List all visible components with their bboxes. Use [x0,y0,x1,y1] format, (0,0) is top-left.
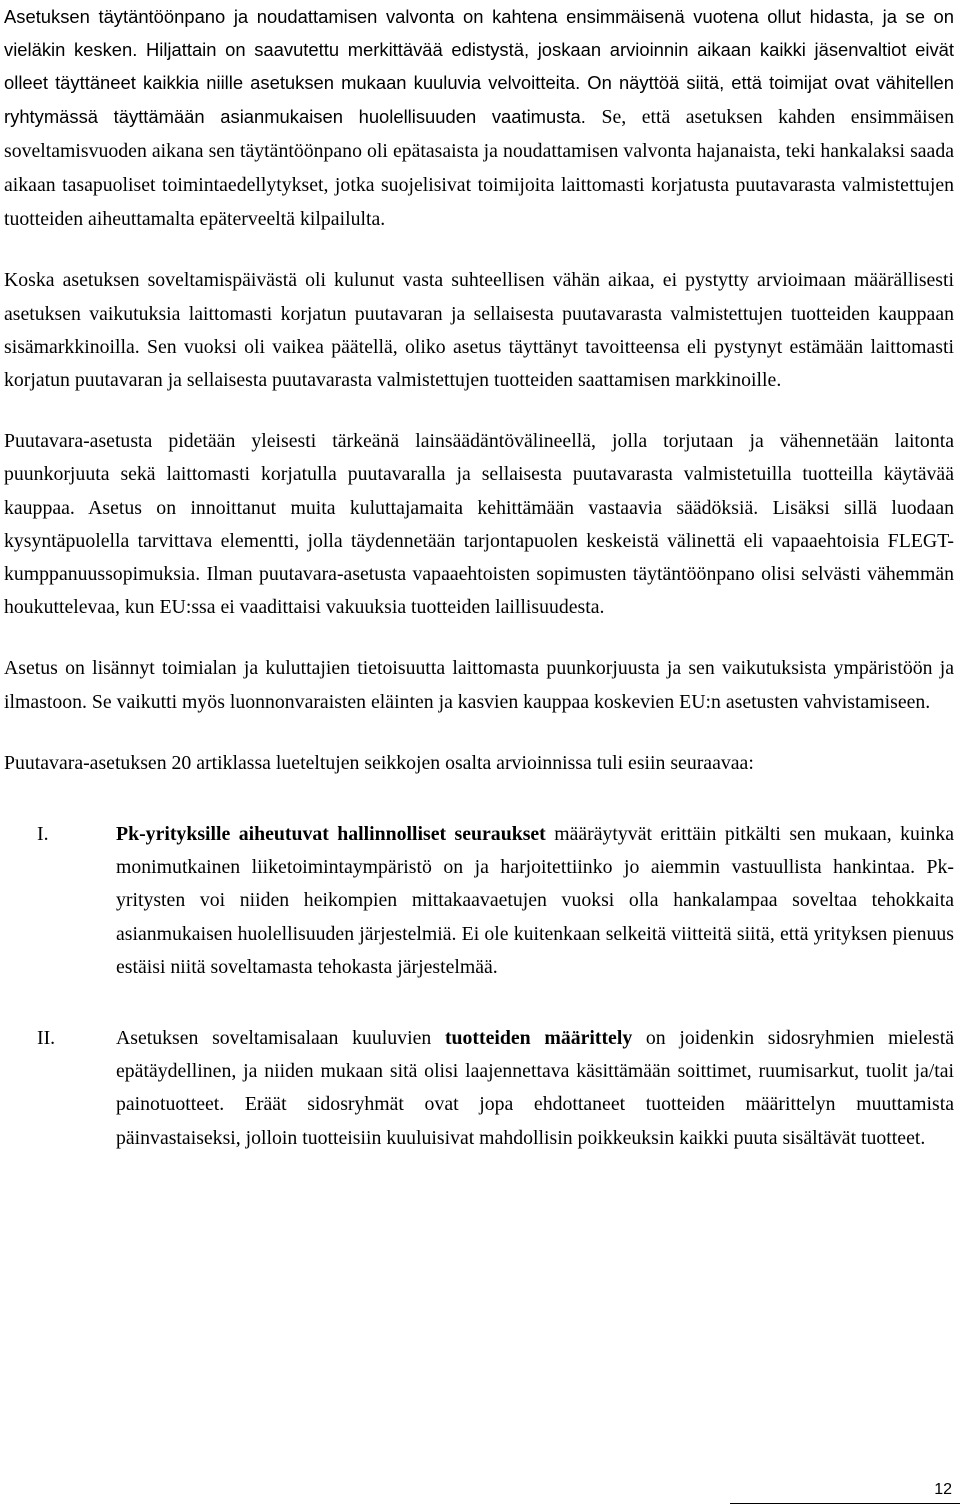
paragraph-awareness: Asetus on lisännyt toimialan ja kuluttajien tietoisuutta laittomasta puunkorjuusta ja sen vaikutuksista ympäristöön ja ilmastoon. Se vaikutti myös luonnonvaraisten eläinten ja kasvien kauppaa koskevien EU:n asetusten vahvistamiseen. [4,657,954,713]
list-item-heading: tuotteiden määrittely [444,1027,633,1050]
document-page [4,0,954,1155]
list-item-text: on joidenkin sidosryhmien mielestä epätäydellinen, ja niiden mukaan sitä olisi laajennettava käsittämään soittimet, ruumisarkut, tuolit ja/tai painotuotteet. Eräät sidosryhmät ovat jopa ehdottaneet tuotteiden määrittelyn muuttamista päinvastaiseksi, jolloin tuotteisiin kuuluisivat mahdollisin poikkeuksin kaikki puuta sisältävät tuotteet. [116,1027,954,1149]
list-body [116,1022,954,1155]
paragraph-importance: Puutavara-asetusta pidetään yleisesti tärkeänä lainsäädäntövälineellä, jolla torjutaan ja vähennetään laitonta puunkorjuuta sekä laittomasti korjatulla puutavaralla ja sellaisesta puutavarasta valmistetuilla tuotteilla käytävää kauppaa. Asetus on innoittanut muita kuluttajamaita kehittämään vastaavia säädöksiä. Lisäksi sillä luodaan kysyntäpuolella tarvittava elementti, jolla täydennetään tarjontapuolen keskeistä välinettä eli vapaaehtoisia FLEGT-kumppanuussopimuksia. Ilman puutavara-asetusta vapaaehtoisten sopimusten täytäntöönpano olisi selvästi vähemmän houkuttelevaa, kun EU:ssa ei vaadittaisi vakuuksia tuotteiden laillisuudesta. [4,430,954,619]
list-item-heading: Pk-yrityksille aiheutuvat hallinnolliset seuraukset [116,823,546,846]
paragraph-article-20: Puutavara-asetuksen 20 artiklassa lueteltujen seikkojen osalta arvioinnissa tuli esiin seuraavaa: [4,751,754,774]
list-number: II. [37,1027,56,1050]
list-body [116,818,954,984]
list-item-text-before: Asetuksen soveltamisalaan kuuluvien [116,1027,445,1050]
list-item-product-scope [4,1022,954,1155]
paragraph-implementation-part-b: Se, että asetuksen kahden ensimmäisen soveltamisvuoden aikana sen täytäntöönpano oli epätasaista ja noudattamisen valvonta hajanaista, teki hankalaksi saada aikaan tasapuoliset toimintaedellytykset, jotka suojelisivat toimijoita laittomasti korjatusta puutavarasta valmistettujen tuotteiden aiheuttamalta epäterveeltä kilpailulta. [4,105,954,231]
list-item-sme [4,818,954,984]
footer-rule [730,1503,960,1504]
paragraph-impact-assessment: Koska asetuksen soveltamispäivästä oli kulunut vasta suhteellisen vähän aikaa, ei pystytty arvioimaan määrällisesti asetuksen vaikutuksia laittomasti korjatun puutavaran ja sellaisesta puutavarasta valmistettujen tuotteiden kauppaan sisämarkkinoilla. Sen vuoksi oli vaikea päätellä, oliko asetus täyttänyt tavoitteensa eli pystynyt estämään laittomasti korjatun puutavaran ja sellaisesta puutavarasta valmistettujen tuotteiden saattamisen markkinoille. [4,269,954,392]
page-number: 12 [934,1481,952,1498]
list-item-text: määräytyvät erittäin pitkälti sen mukaan, kuinka monimutkainen liiketoimintaympäristö on ja harjoitettiinko jo aiemmin vastuullista hankintaa. Pk-yritysten voi niiden heikompien mittakaavaetujen vuoksi olla hankalampaa soveltaa tehokkaita asianmukaisen huolellisuuden järjestelmiä. Ei ole kuitenkaan selkeitä viitteitä siitä, että yrityksen pienuus estäisi niitä soveltamasta tehokasta järjestelmää. [116,823,955,978]
list-number: I. [37,823,49,846]
paragraph-implementation [4,0,954,236]
paragraph-implementation-part-a: Asetuksen täytäntöönpano ja noudattamisen valvonta on kahtena ensimmäisenä vuotena ollut hidasta, ja se on vieläkin kesken. Hiljattain on saavutettu merkittävää edistystä, joskaan arvioinnin aikaan kaikki jäsenvaltiot eivät olleet täyttäneet kaikkia niille asetuksen mukaan kuuluvia velvoitteita. On näyttöä siitä, että toimijat ovat vähitellen ryhtymässä täyttämään asianmukaisen huolellisuuden vaatimusta. [4,6,954,127]
